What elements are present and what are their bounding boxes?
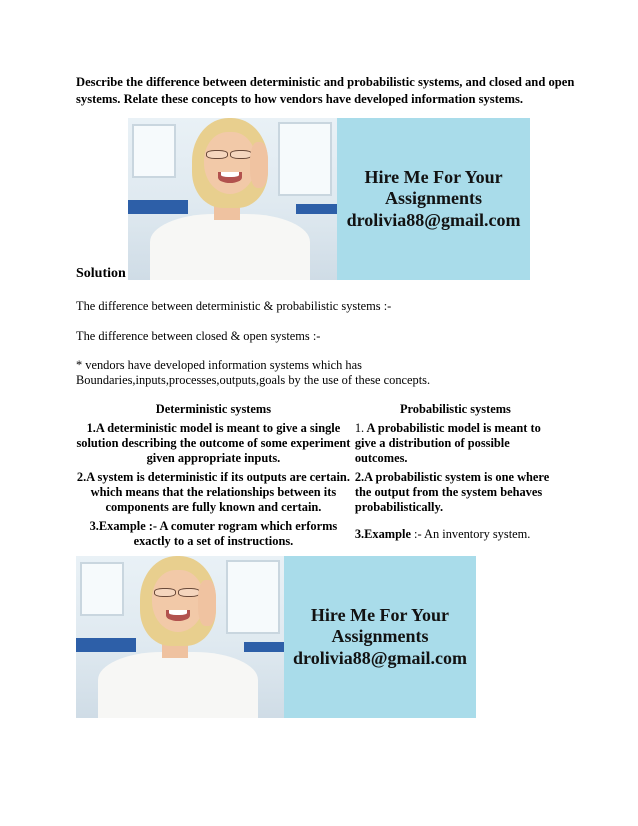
- header-probabilistic: Probabilistic systems: [399, 402, 511, 416]
- header-deterministic: Deterministic systems: [155, 402, 272, 416]
- table-cell-probabilistic: [353, 469, 558, 518]
- comparison-table: [74, 401, 558, 552]
- ad-headline: Hire Me For Your: [364, 167, 503, 187]
- table-cell-deterministic: 2.A system is deterministic if its outputs are certain. which means that the relationships between its components are fully known and certain.: [76, 470, 350, 514]
- solution-heading: Solution: [76, 266, 126, 281]
- table-row: [74, 518, 558, 552]
- ad-subheadline: Assignments: [385, 188, 483, 208]
- cell-prefix: 3.Example: [354, 526, 411, 541]
- ad-banner-bottom[interactable]: [76, 556, 476, 718]
- ad-email[interactable]: drolivia88@gmail.com: [346, 210, 521, 230]
- paragraph-vendors: * vendors have developed information systems which has Boundaries,inputs,processes,outputs,goals by the use of these concepts.: [76, 358, 431, 387]
- ad-headline: Hire Me For Your: [310, 605, 450, 625]
- table-row: [74, 469, 558, 518]
- table-row: [74, 420, 558, 469]
- cell-text: 2.A probabilistic system is one where the output from the system behaves probabilistically.: [354, 470, 550, 514]
- ad-email[interactable]: drolivia88@gmail.com: [293, 648, 467, 668]
- ad-banner-top[interactable]: [128, 118, 530, 280]
- woman-photo: [76, 556, 284, 718]
- table-cell-probabilistic: [353, 518, 558, 552]
- ad-text-block: [284, 556, 476, 718]
- question-text: Describe the difference between deterministic and probabilistic systems, and closed and open systems. Relate these concepts to how vendors have developed information systems.: [76, 75, 575, 106]
- table-cell-probabilistic: [353, 420, 558, 469]
- table-cell-deterministic: 3.Example :- A comuter rogram which erforms exactly to a set of instructions.: [89, 519, 338, 548]
- ad-subheadline: Assignments: [331, 626, 429, 646]
- paragraph-deterministic-probabilistic: The difference between deterministic & probabilistic systems :-: [76, 299, 392, 313]
- paragraph-closed-open: The difference between closed & open systems :-: [76, 329, 321, 343]
- table-cell-deterministic: 1.A deterministic model is meant to give a single solution describing the outcome of some experiment given appropriate inputs.: [76, 421, 351, 465]
- woman-photo: [128, 118, 337, 280]
- cell-text: :- An inventory system.: [410, 526, 531, 541]
- cell-text: A probabilistic model is meant to give a distribution of possible outcomes.: [354, 421, 541, 465]
- ad-text-block: [337, 118, 530, 280]
- cell-prefix: 1.: [354, 421, 365, 435]
- table-header-row: [74, 401, 558, 420]
